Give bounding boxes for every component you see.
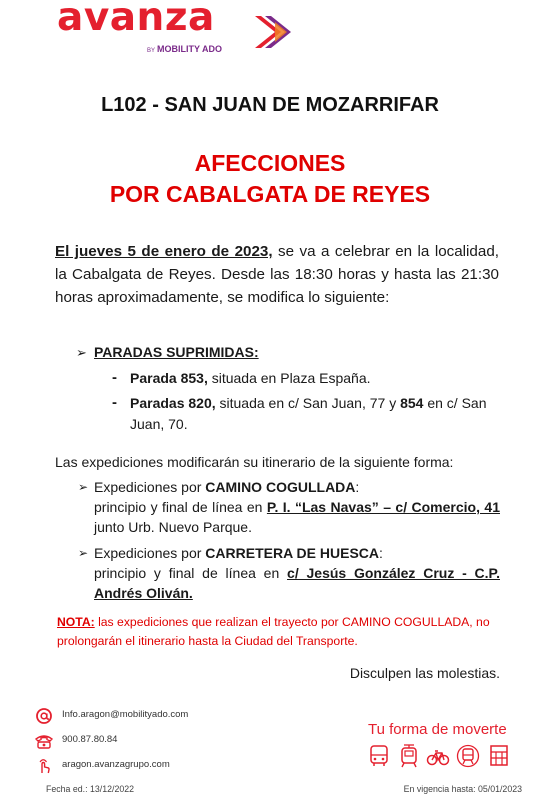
touch-icon (34, 756, 54, 776)
logo-wordmark: avanza (57, 0, 215, 40)
expedition-item: ➢ Expediciones por CAMINO COGULLADA: principio y final de línea en P. I. “Las Navas” – c/ Comercio, 41 junto Urb. Nuevo Parque. (78, 479, 500, 535)
expeditions-intro: Las expediciones modificarán su itinerario de la siguiente forma: (55, 454, 454, 470)
dash-marker: - (112, 394, 117, 411)
bus-icon (368, 744, 390, 768)
email-icon (34, 706, 54, 726)
phone-icon (34, 731, 54, 751)
event-date: El jueves 5 de enero de 2023, (55, 243, 273, 260)
edition-date: Fecha ed.: 13/12/2022 (46, 784, 135, 794)
bullet-arrow-icon: ➢ (76, 345, 87, 360)
line-title: L102 - SAN JUAN DE MOZARRIFAR (101, 94, 439, 116)
bike-icon (426, 744, 450, 768)
transport-icons (368, 744, 518, 770)
avanza-logo (57, 0, 317, 60)
logo-subtitle: BY MOBILITY ADO (147, 44, 223, 54)
contact-phone: 900.87.80.84 (34, 731, 254, 751)
contact-web: aragon.avanzagrupo.com (34, 756, 254, 776)
dash-marker: - (112, 369, 117, 386)
bullet-arrow-icon: ➢ (78, 480, 89, 494)
affection-title: AFECCIONES POR CABALGATA DE REYES (109, 150, 431, 207)
validity-date: En vigencia hasta: 05/01/2023 (403, 784, 522, 794)
bullet-arrow-icon: ➢ (78, 546, 89, 560)
note-text: NOTA: las expediciones que realizan el trayecto por CAMINO COGULLADA, no prolongarán el itinerario hasta la Ciudad del Transporte. (57, 615, 490, 648)
apology-text: Disculpen las molestias. (349, 665, 500, 681)
station-icon (488, 744, 510, 768)
suppressed-stops-label: PARADAS SUPRIMIDAS: (94, 344, 259, 360)
expedition-item: ➢ Expediciones por CARRETERA DE HUESCA: principio y final de línea en c/ Jesús González Cruz - C.P. Andrés Oliván. (78, 545, 500, 601)
tram-icon (398, 744, 420, 768)
intro-paragraph: El jueves 5 de enero de 2023, se va a celebrar en la localidad, la Cabalgata de Reyes. Desde las 18:30 horas y hasta las 21:30 horas aproximadamente, se modifica lo siguiente: (55, 243, 499, 306)
contact-email: Info.aragon@mobilityado.com (34, 706, 254, 726)
suppressed-stop-item: Paradas 820, situada en c/ San Juan, 77 y 854 en c/ San Juan, 70. (130, 395, 487, 432)
train-icon (456, 744, 480, 768)
slogan: Tu forma de moverte (368, 721, 507, 738)
suppressed-stop-item: Parada 853, situada en Plaza España. (130, 370, 371, 386)
logo-chevron-icon (253, 12, 295, 52)
